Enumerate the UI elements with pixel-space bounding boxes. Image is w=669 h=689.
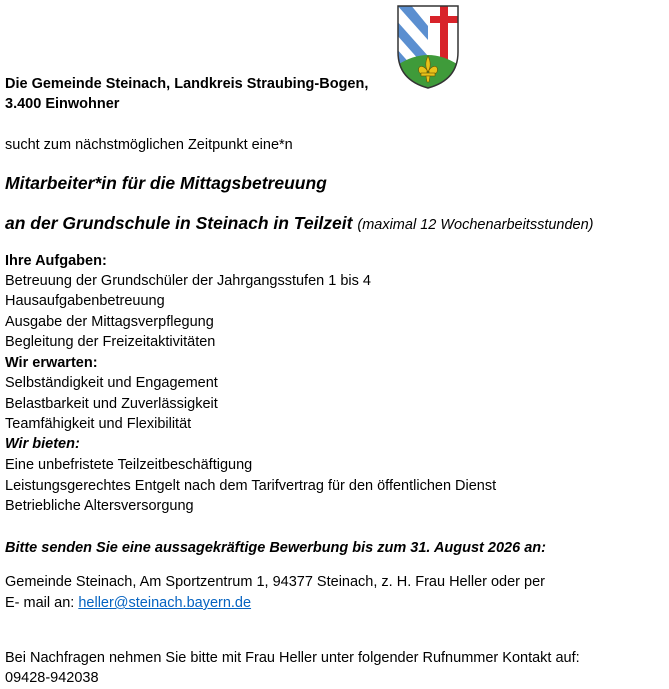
email-line — [5, 593, 251, 613]
list-item: Betreuung der Grundschüler der Jahrgangsstufen 1 bis 4 — [5, 273, 371, 289]
job-title: Mitarbeiter*in für die Mittagsbetreuung — [5, 173, 327, 193]
header-line-2: 3.400 Einwohner — [5, 96, 120, 112]
list-item: Begleitung der Freizeitaktivitäten — [5, 334, 216, 350]
email-link[interactable]: heller@steinach.bayern.de — [78, 595, 252, 611]
list-item: Ausgabe der Mittagsverpflegung — [5, 314, 214, 330]
intro-text: sucht zum nächstmöglichen Zeitpunkt eine*n — [5, 137, 293, 153]
postal-address: Gemeinde Steinach, Am Sportzentrum 1, 94377 Steinach, z. H. Frau Heller oder per — [5, 574, 545, 590]
application-deadline: Bitte senden Sie eine aussagekräftige Bewerbung bis zum 31. August 2026 an: — [5, 540, 546, 556]
job-subtitle-main: an der Grundschule in Steinach in Teilzeit — [5, 213, 353, 233]
hours-note: (maximal 12 Wochenarbeitsstunden) — [357, 217, 594, 233]
job-subtitle — [5, 211, 594, 237]
expect-heading: Wir erwarten: — [5, 355, 98, 371]
list-item: Teamfähigkeit und Flexibilität — [5, 416, 192, 432]
list-item: Hausaufgabenbetreuung — [5, 293, 165, 309]
list-item: Belastbarkeit und Zuverlässigkeit — [5, 396, 218, 412]
offer-heading: Wir bieten: — [5, 436, 80, 452]
list-item: Eine unbefristete Teilzeitbeschäftigung — [5, 457, 253, 473]
header-line-1: Die Gemeinde Steinach, Landkreis Straubing-Bogen, — [5, 76, 369, 92]
list-item: Leistungsgerechtes Entgelt nach dem Tarifvertrag für den öffentlichen Dienst — [5, 478, 497, 494]
municipal-crest-icon — [396, 4, 460, 90]
phone-number: 09428-942038 — [5, 670, 99, 686]
contact-text: Bei Nachfragen nehmen Sie bitte mit Frau Heller unter folgender Rufnummer Kontakt auf: — [5, 650, 580, 666]
list-item: Betriebliche Altersversorgung — [5, 498, 194, 514]
tasks-heading: Ihre Aufgaben: — [5, 253, 107, 269]
list-item: Selbständigkeit und Engagement — [5, 375, 218, 391]
email-label: E- mail an: — [5, 595, 79, 611]
